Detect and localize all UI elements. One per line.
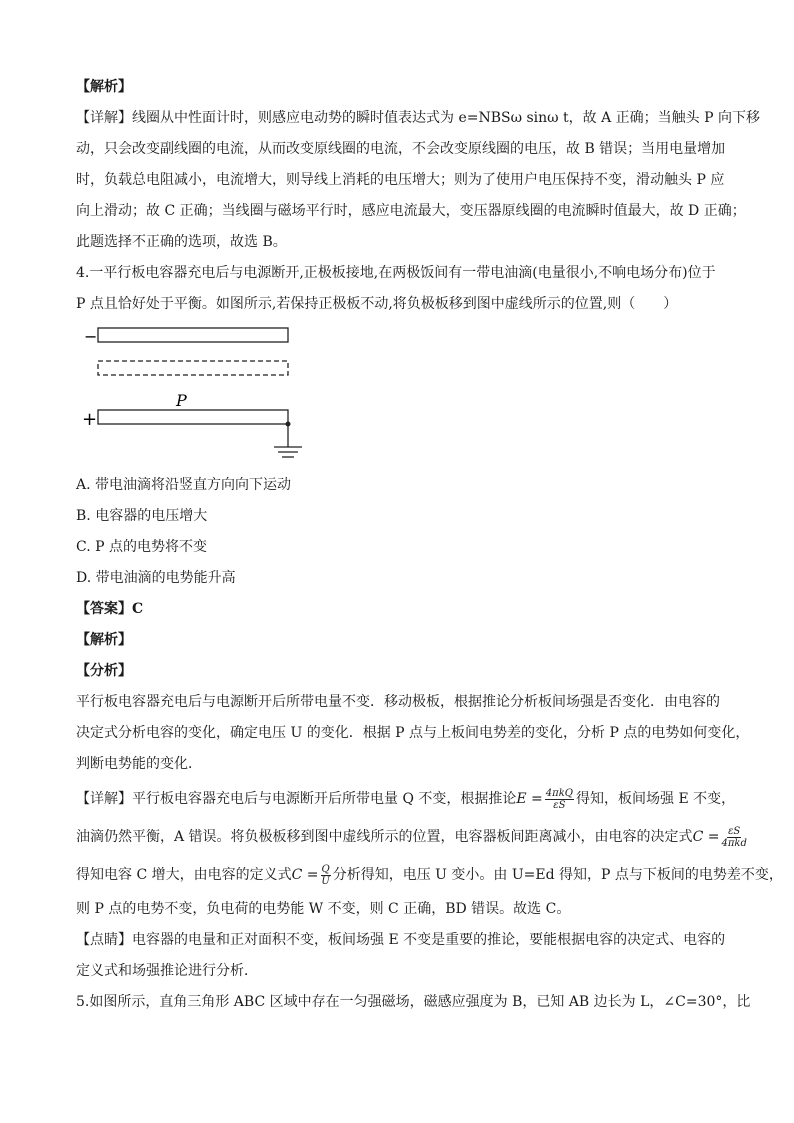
option-a: A. 带电油滴将沿竖直方向向下运动 — [76, 477, 292, 493]
dianjing-line-2: 定义式和场强推论进行分析． — [76, 963, 258, 979]
option-c: C. P 点的电势将不变 — [76, 539, 207, 555]
formula-c1-lhs: C = — [692, 829, 720, 845]
fenxi-line-2: 决定式分析电容的变化，确定电压 U 的变化．根据 P 点与上板间电势差的变化，分析 P 点的电势如何变化， — [76, 725, 750, 741]
dashed-plate-position — [98, 361, 288, 375]
analysis-heading-1: 【解析】 — [76, 79, 132, 95]
detail-q4-line-3: 得知电容 C 增大，由电容的定义式C = $\frac{Q}{U}$ 分析得知，电压 U 变小。由 U=Ed 得知，P 点与下板间的电势差不变， — [76, 863, 783, 887]
formula-c-definition: $\frac{Q}{U}$ — [321, 863, 330, 887]
capacitor-figure — [82, 324, 322, 464]
formula-e: $\frac{\text{4πkQ}}{\varepsilon S}$ — [545, 787, 573, 811]
question-4-line-1: 4.一平行板电容器充电后与电源断开,正极板接地,在两极饭间有一带电油滴(电量很小,不响电场分布)位于 — [76, 265, 716, 281]
option-b: B. 电容器的电压增大 — [76, 508, 208, 524]
detail-line-1: 【详解】线圈从中性面计时，则感应电动势的瞬时值表达式为 e=NBSω sinω t，故 A 正确；当触头 P 向下移 — [76, 110, 760, 126]
negative-plate — [98, 328, 288, 342]
answer-heading: 【答案】C — [76, 601, 144, 617]
fenxi-heading: 【分析】 — [76, 663, 132, 679]
dianjing-line-1: 【点睛】电容器的电量和正对面积不变，板间场强 E 不变是重要的推论，要能根据电容的决定式、电容的 — [76, 932, 726, 948]
minus-sign: − — [84, 327, 98, 346]
detail-line-2: 动，只会改变副线圈的电流，从而改变原线圈的电流，不会改变原线圈的电压，故 B 错误；当用电量增加 — [76, 141, 726, 157]
question-4-line-2: P 点且恰好处于平衡。如图所示,若保持正极板不动,将负极板移到图中虚线所示的位置,则（ ） — [76, 296, 678, 312]
detail-q4-line-2: 油滴仍然平衡，A 错误。将负极板移到图中虚线所示的位置，电容器板间距离减小，由电容的决定式C = $\frac{\varepsilon S}{\text{4πkd}}$ — [76, 825, 747, 849]
formula-e-lhs: E = — [516, 791, 543, 807]
question-5-line-1: 5.如图所示，直角三角形 ABC 区域中存在一匀强磁场，磁感应强度为 B，已知 AB 边长为 L，∠C=30°，比 — [76, 994, 751, 1010]
fenxi-line-3: 判断电势能的变化． — [76, 756, 202, 772]
formula-c-decision: $\frac{\varepsilon S}{\text{4πkd}}$ — [721, 825, 747, 849]
positive-plate — [98, 410, 288, 424]
point-p-label: P — [176, 391, 187, 410]
document-page — [76, 72, 783, 1018]
option-d: D. 带电油滴的电势能升高 — [76, 570, 236, 586]
detail-q4-line-4: 则 P 点的电势不变，负电荷的电势能 W 不变，则 C 正确，BD 错误。故选 C。 — [76, 901, 571, 917]
detail-q4-line-1: 【详解】平行板电容器充电后与电源断开后所带电量 Q 不变，根据推论E = $\frac{\text{4πkQ}}{\varepsilon S}$ 得知，板间场强 E 不变， — [76, 787, 736, 811]
fenxi-line-1: 平行板电容器充电后与电源断开后所带电量不变．移动极板，根据推论分析板间场强是否变化．由电容的 — [76, 694, 720, 710]
detail-line-4: 向上滑动；故 C 正确；当线圈与磁场平行时，感应电流最大，变压器原线圈的电流瞬时值最大，故 D 正确； — [76, 203, 746, 219]
formula-c2-lhs: C = — [291, 867, 319, 883]
analysis-heading-2: 【解析】 — [76, 632, 132, 648]
plus-sign: + — [82, 409, 98, 430]
detail-line-5: 此题选择不正确的选项，故选 B。 — [76, 234, 287, 250]
detail-line-3: 时，负载总电阻减小，电流增大，则导线上消耗的电压增大；则为了使用户电压保持不变，滑动触头 P 应 — [76, 172, 725, 188]
capacitor-diagram — [82, 324, 322, 464]
